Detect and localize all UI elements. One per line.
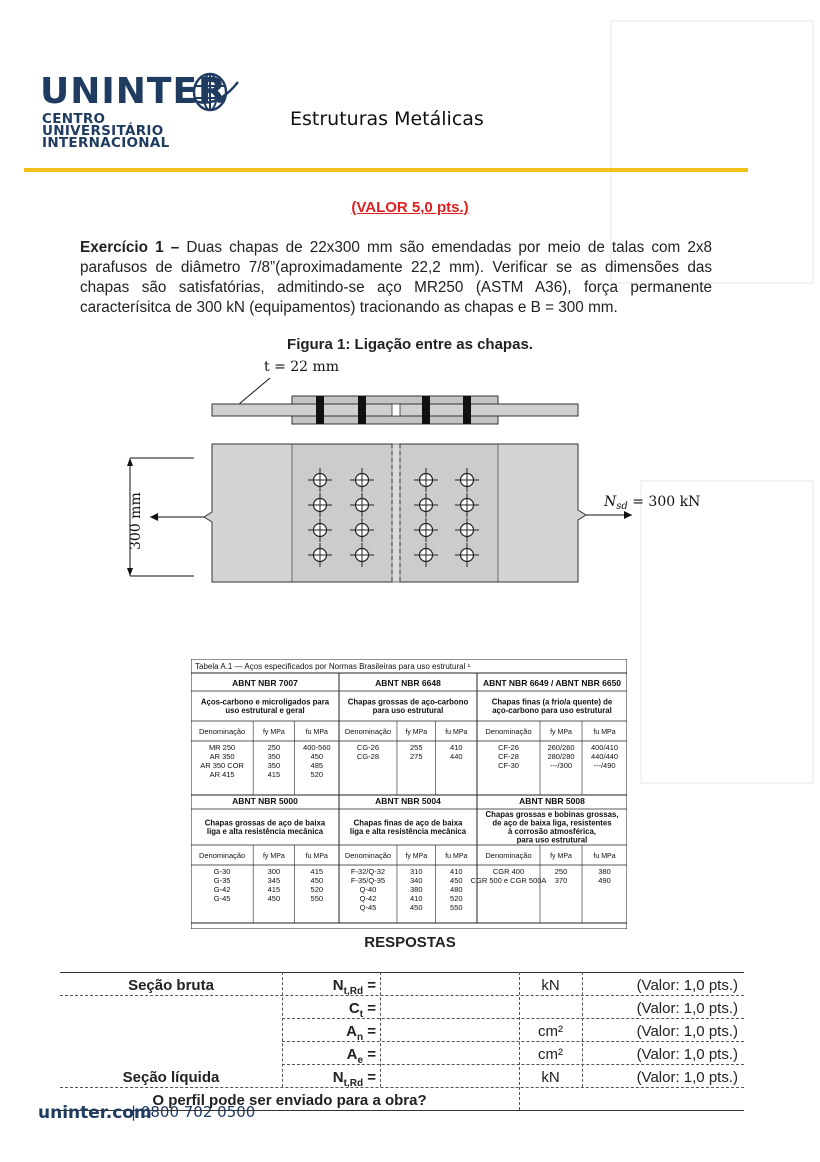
table-cell: CGR 500 e CGR 500A bbox=[470, 876, 547, 885]
answers-row-divider bbox=[60, 1087, 744, 1088]
table-block-description: Chapas finas de aço de baixa bbox=[353, 818, 463, 828]
table-block-description: aço-carbono para uso estrutural bbox=[492, 706, 612, 715]
table-cell: 250 bbox=[554, 867, 568, 876]
table-cell: 485 bbox=[310, 761, 324, 770]
table-block-description: Aços-carbono e microligados para bbox=[200, 697, 330, 707]
table-cell: 410 bbox=[450, 743, 463, 752]
width-dimension-label: 300 mm bbox=[128, 492, 144, 550]
table-cell: 410 bbox=[450, 867, 463, 876]
table-norm-label: ABNT NBR 5004 bbox=[375, 796, 441, 806]
table-col-header: fu MPa bbox=[305, 853, 328, 860]
table-block-description: Chapas grossas de aço de baixa bbox=[204, 818, 326, 828]
answer-section-label: Seção líquida bbox=[122, 1069, 220, 1086]
answer-symbol: $A_n$ = bbox=[346, 1023, 376, 1043]
figure-caption: Figura 1: Ligação entre as chapas. bbox=[287, 336, 533, 353]
table-cell: 370 bbox=[554, 876, 568, 885]
table-col-header: fy MPa bbox=[550, 729, 572, 736]
table-cell: CF-26 bbox=[498, 743, 519, 752]
logo-line-1: CENTRO bbox=[42, 111, 106, 127]
table-cell: AR 350 COR bbox=[200, 761, 244, 770]
table-cell: 250 bbox=[267, 743, 281, 752]
thickness-label: t = 22 mm bbox=[264, 359, 340, 375]
answer-section-label: Seção bruta bbox=[128, 977, 214, 994]
answer-symbol: $C_t$ = bbox=[348, 1000, 376, 1020]
answer-input-field[interactable] bbox=[381, 975, 518, 995]
footer-brand: uninter.com bbox=[38, 1103, 152, 1123]
table-cell: CF-28 bbox=[498, 752, 519, 761]
table-norm-label: ABNT NBR 6648 bbox=[375, 678, 441, 688]
answer-question-field[interactable] bbox=[520, 1090, 744, 1110]
table-cell: 275 bbox=[410, 752, 423, 761]
table-cell: 415 bbox=[310, 867, 324, 876]
answer-points: (Valor: 1,0 pts.) bbox=[636, 977, 738, 994]
logo-line-2: UNIVERSITÁRIO bbox=[42, 123, 164, 139]
table-norm-label: ABNT NBR 7007 bbox=[232, 678, 298, 688]
table-block-description: para uso estrutural bbox=[372, 706, 444, 715]
table-cell: 520 bbox=[450, 894, 463, 903]
table-cell: 415 bbox=[267, 770, 281, 779]
exercise-text: Duas chapas de 22x300 mm são emendadas por meio de talas com 2x8 parafusos de diâmetro 7/8”(aproximadamente 22,2 mm). Verificar se as dimensões das chapas são satisfatórias, admitindo-se aço MR250 (ASTM A36), força permanente caracterísitca de 300 kN (equipamentos) tracionando as chapas e B = 300 mm. bbox=[80, 239, 713, 316]
table-cell: 450 bbox=[450, 876, 463, 885]
answer-question: O perfil pode ser enviado para a obra? bbox=[152, 1092, 427, 1109]
table-cell: G-30 bbox=[213, 867, 231, 876]
answer-symbol: $A_e$ = bbox=[346, 1046, 376, 1066]
table-cell: 260/260 bbox=[547, 743, 575, 752]
table-block-description: Chapas grossas de aço-carbono bbox=[347, 697, 469, 707]
table-cell: 480 bbox=[450, 885, 463, 894]
table-col-header: fu MPa bbox=[445, 853, 468, 860]
table-cell: MR 250 bbox=[208, 743, 236, 752]
answer-unit: kN bbox=[541, 1069, 560, 1086]
table-cell: 350 bbox=[267, 761, 281, 770]
table-cell: AR 350 bbox=[209, 752, 235, 761]
table-cell: G-45 bbox=[213, 894, 231, 903]
table-cell: ---/300 bbox=[549, 761, 573, 770]
table-block-description: de aço de baixa liga, resistentes bbox=[492, 818, 612, 828]
table-cell: 310 bbox=[410, 867, 423, 876]
table-cell: 300 bbox=[267, 867, 281, 876]
logo-wordmark: UNINTER bbox=[40, 71, 227, 112]
table-cell: CG-26 bbox=[356, 743, 380, 752]
logo-line-3: INTERNACIONAL bbox=[42, 135, 170, 151]
answer-points: (Valor: 1,0 pts.) bbox=[636, 1069, 738, 1086]
table-cell: Q-45 bbox=[359, 903, 377, 912]
connection-diagram bbox=[120, 354, 710, 590]
force-label: $N_{sd} = 300$ kN bbox=[604, 494, 701, 512]
document-title: Estruturas Metálicas bbox=[290, 108, 484, 130]
table-cell: 440 bbox=[450, 752, 463, 761]
table-col-header: fy MPa bbox=[262, 853, 285, 860]
table-cell: CG-28 bbox=[356, 752, 380, 761]
table-cell: 380 bbox=[410, 885, 423, 894]
table-col-header: fu MPa bbox=[305, 729, 328, 736]
answers-top-rule bbox=[60, 972, 744, 973]
table-cell: 450 bbox=[267, 894, 281, 903]
table-col-header: Denominação bbox=[485, 851, 532, 860]
table-cell: 350 bbox=[267, 752, 281, 761]
table-cell: 400/410 bbox=[590, 743, 619, 752]
table-cell: 450 bbox=[410, 903, 423, 912]
table-cell: 450 bbox=[310, 876, 324, 885]
table-col-header: fy MPa bbox=[550, 853, 572, 860]
table-cell: G-35 bbox=[213, 876, 231, 885]
table-col-header: fu MPa bbox=[593, 853, 616, 860]
table-col-header: Denominação bbox=[198, 727, 246, 736]
answer-input-field[interactable] bbox=[381, 1044, 518, 1064]
answer-input-field[interactable] bbox=[381, 998, 518, 1018]
answer-input-field[interactable] bbox=[381, 1021, 518, 1041]
table-col-header: fy MPa bbox=[405, 853, 428, 860]
table-cell: 345 bbox=[267, 876, 281, 885]
answer-symbol: $N_{t,Rd}$ = bbox=[332, 1069, 376, 1089]
table-block-description: liga e alta resistência mecânica bbox=[206, 827, 324, 836]
globe-logo-icon bbox=[188, 70, 240, 114]
table-block-description: liga e alta resistência mecânica bbox=[349, 827, 467, 836]
table-cell: 380 bbox=[598, 867, 611, 876]
table-cell: 520 bbox=[310, 885, 324, 894]
table-col-header: fu MPa bbox=[445, 729, 468, 736]
table-cell: 440/440 bbox=[590, 752, 619, 761]
table-cell: CF-30 bbox=[498, 761, 519, 770]
answer-symbol: $N_{t,Rd}$ = bbox=[332, 977, 376, 997]
table-cell: 340 bbox=[410, 876, 423, 885]
table-col-header: fy MPa bbox=[405, 729, 428, 736]
table-cell: 520 bbox=[310, 770, 324, 779]
table-col-header: Denominação bbox=[198, 851, 246, 860]
table-cell: AR 415 bbox=[209, 770, 235, 779]
answer-unit: kN bbox=[541, 977, 560, 994]
table-col-header: Denominação bbox=[344, 727, 392, 736]
table-norm-label: ABNT NBR 6649 / ABNT NBR 6650 bbox=[482, 678, 622, 688]
table-col-header: fu MPa bbox=[593, 729, 616, 736]
table-cell: F-35/Q-35 bbox=[350, 876, 386, 885]
table-col-header: Denominação bbox=[344, 851, 392, 860]
exercise-statement bbox=[80, 238, 712, 318]
table-block-description: Chapas grossas e bobinas grossas, bbox=[485, 810, 619, 819]
footer-phone: | 0800 702 0500 bbox=[131, 1103, 256, 1121]
answer-points: (Valor: 1,0 pts.) bbox=[636, 1023, 738, 1040]
answer-points: (Valor: 1,0 pts.) bbox=[636, 1000, 738, 1017]
value-heading: (VALOR 5,0 pts.) bbox=[351, 199, 469, 216]
answer-input-field[interactable] bbox=[381, 1067, 518, 1087]
table-norm-label: ABNT NBR 5000 bbox=[232, 796, 298, 806]
table-cell: CGR 400 bbox=[492, 867, 525, 876]
table-col-header: Denominação bbox=[485, 727, 532, 736]
answer-unit: cm² bbox=[538, 1023, 563, 1040]
table-block-description: uso estrutural e geral bbox=[225, 706, 305, 715]
table-cell: 490 bbox=[598, 876, 611, 885]
steel-specification-table bbox=[191, 659, 627, 929]
table-cell: 400-560 bbox=[303, 743, 331, 752]
answer-unit: cm² bbox=[538, 1046, 563, 1063]
table-cell: ---/490 bbox=[593, 761, 616, 770]
answers-row-divider bbox=[60, 995, 744, 996]
table-cell: F-32/Q-32 bbox=[350, 867, 386, 876]
table-cell: 415 bbox=[267, 885, 281, 894]
table-cell: 550 bbox=[310, 894, 324, 903]
table-cell: 410 bbox=[410, 894, 423, 903]
table-cell: 550 bbox=[450, 903, 463, 912]
table-block-description: Chapas finas (a frio/a quente) de bbox=[491, 697, 613, 707]
table-cell: Q-40 bbox=[359, 885, 377, 894]
table-cell: 255 bbox=[410, 743, 423, 752]
header-divider bbox=[24, 168, 748, 172]
table-block-description: para uso estrutural bbox=[516, 835, 588, 845]
table-cell: 450 bbox=[310, 752, 324, 761]
table-cell: Q-42 bbox=[359, 894, 377, 903]
table-col-header: fy MPa bbox=[262, 729, 285, 736]
table-cell: G-42 bbox=[213, 885, 231, 894]
answer-points: (Valor: 1,0 pts.) bbox=[636, 1046, 738, 1063]
table-block-description: à corrosão atmosférica, bbox=[508, 827, 596, 836]
table-norm-label: ABNT NBR 5008 bbox=[519, 796, 585, 806]
exercise-label: Exercício 1 – bbox=[80, 239, 180, 256]
table-title: Tabela A.1 — Aços especificados por Normas Brasileiras para uso estrutural ¹ bbox=[195, 662, 471, 671]
table-cell: 280/280 bbox=[547, 752, 575, 761]
answers-title: RESPOSTAS bbox=[364, 934, 456, 951]
